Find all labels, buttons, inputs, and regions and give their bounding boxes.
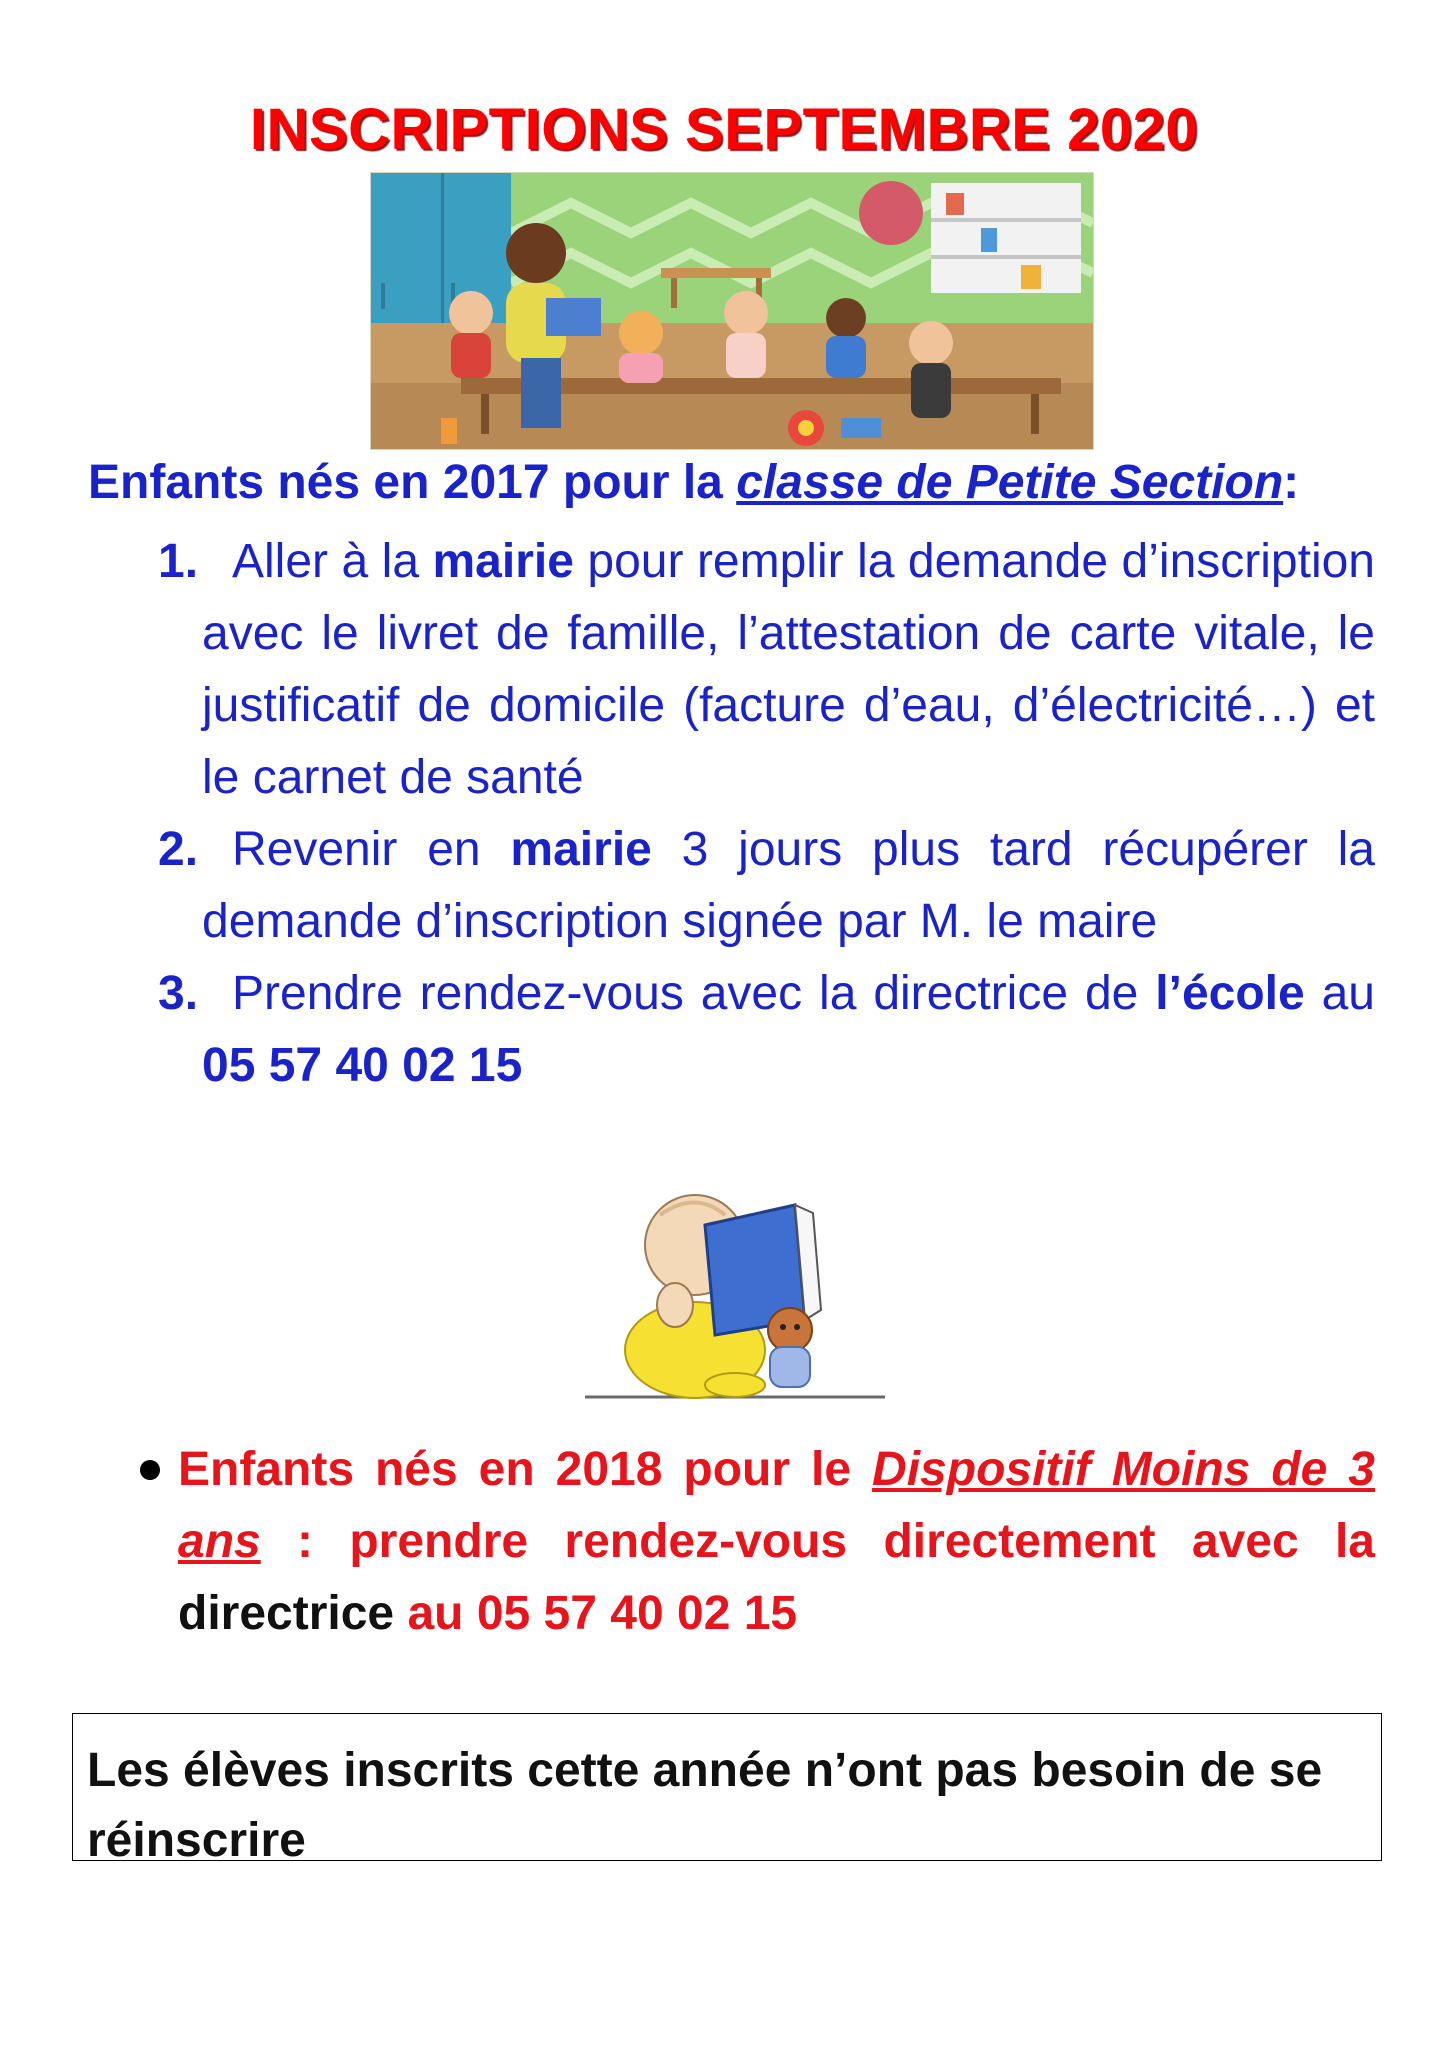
step-2 bbox=[150, 814, 1375, 958]
section-2018-instruction: : prendre rendez-vous directement avec la bbox=[260, 1515, 1375, 1568]
step-3-bold-ecole: l’école bbox=[1155, 967, 1305, 1020]
step-3-text-start: Prendre rendez-vous avec la directrice de bbox=[232, 967, 1156, 1020]
step-1-number: 1. bbox=[158, 535, 199, 588]
section-2018-directrice: directrice bbox=[178, 1587, 395, 1640]
section-2018-lead: Enfants nés en 2018 pour le bbox=[178, 1443, 873, 1496]
bullet-icon bbox=[140, 1460, 160, 1480]
step-3 bbox=[150, 958, 1375, 1102]
step-1-text-start: Aller à la bbox=[232, 535, 433, 588]
step-1-bold-mairie: mairie bbox=[432, 535, 574, 588]
step-2-number: 2. bbox=[158, 823, 199, 876]
step-3-number: 3. bbox=[158, 967, 199, 1020]
step-3-text-mid: au bbox=[1304, 967, 1375, 1020]
step-2-text-start: Revenir en bbox=[232, 823, 511, 876]
section-2017-heading bbox=[88, 455, 1299, 510]
notice-text: Les élèves inscrits cette année n’ont pas besoin de se réinscrire bbox=[87, 1744, 1323, 1867]
step-2-text-end: 3 jours plus tard récupérer la demande d’inscription signée par M. le maire bbox=[202, 823, 1375, 948]
class-name-petite-section: classe de Petite Section bbox=[736, 456, 1284, 509]
step-1-text-end: pour remplir la demande d’inscription avec le livret de famille, l’attestation de carte vitale, le justificatif de domicile (facture d’eau, d’électricité…) et le carnet de santé bbox=[202, 535, 1375, 804]
section-2017-colon: : bbox=[1283, 456, 1300, 509]
step-3-phone: 05 57 40 02 15 bbox=[202, 1039, 523, 1092]
section-2018-text bbox=[178, 1434, 1375, 1650]
step-2-bold-mairie: mairie bbox=[510, 823, 652, 876]
section-2018-phone: au 05 57 40 02 15 bbox=[394, 1587, 798, 1640]
section-2017-lead: Enfants nés en 2017 pour la bbox=[88, 456, 737, 509]
registration-steps bbox=[150, 526, 1375, 1102]
baby-reading-illustration bbox=[585, 1185, 885, 1405]
step-1 bbox=[150, 526, 1375, 814]
classroom-illustration bbox=[370, 172, 1094, 450]
page-title: INSCRIPTIONS SEPTEMBRE 2020 bbox=[249, 97, 1199, 162]
program-dispositif-moins-de-3-ans: Dispositif Moins de 3 ans bbox=[178, 1443, 1376, 1568]
section-2018 bbox=[130, 1434, 1375, 1650]
notice-box bbox=[72, 1713, 1382, 1867]
